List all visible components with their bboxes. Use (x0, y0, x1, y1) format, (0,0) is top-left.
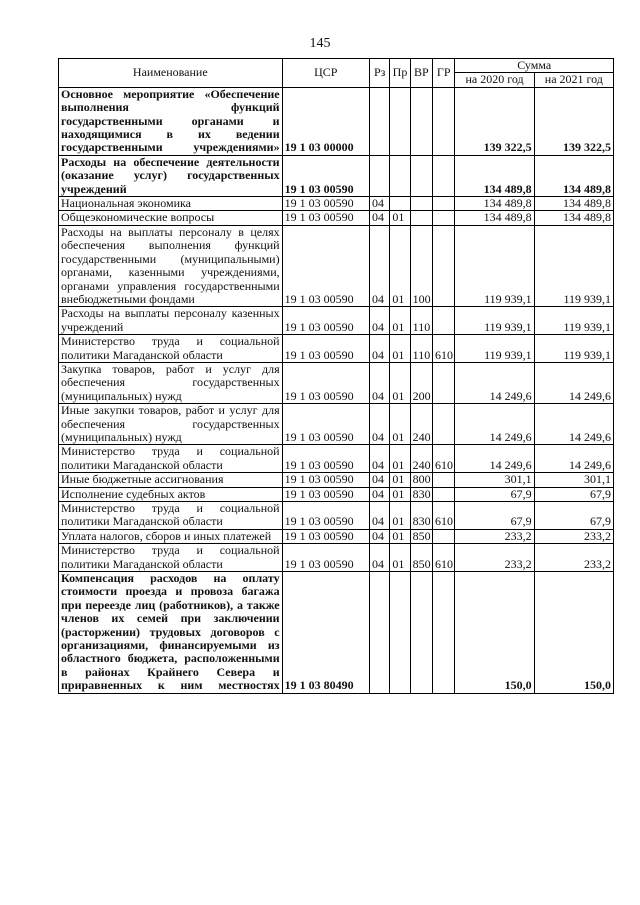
row-name: Министерство труда и социальной политики Магаданской области (59, 445, 283, 473)
table-row (59, 473, 614, 487)
row-name: Расходы на выплаты персоналу в целях обеспечения выполнения функций государственными (муниципальными) органами, казенными учреждениями, органами управления государственными внебюджетными фондами (59, 225, 283, 306)
row-sum-2021: 14 249,6 (534, 445, 613, 473)
row-vr: 200 (410, 362, 432, 403)
table-row (59, 225, 614, 306)
row-csr: 19 1 03 00590 (282, 502, 369, 530)
row-rz: 04 (370, 445, 390, 473)
row-name: Компенсация расходов на оплату стоимости проезда и провоза багажа при переезде лиц (работников), а также членов их семей при заключении (расторжении) трудовых договоров с организациями, финансируемыми из областного бюджета, расположенными в районах Крайнего Севера и приравненных к ним местностях (59, 572, 283, 694)
row-pr (390, 572, 410, 694)
row-gr (433, 473, 455, 487)
row-sum-2020: 119 939,1 (455, 307, 534, 335)
header-name: Наименование (59, 59, 283, 88)
row-sum-2021: 134 489,8 (534, 155, 613, 196)
row-rz (370, 572, 390, 694)
row-sum-2020: 134 489,8 (455, 197, 534, 211)
row-pr: 01 (390, 529, 410, 543)
header-vr: ВР (410, 59, 432, 88)
row-sum-2020: 14 249,6 (455, 445, 534, 473)
row-sum-2020: 233,2 (455, 529, 534, 543)
row-name: Расходы на выплаты персоналу казенных учреждений (59, 307, 283, 335)
row-gr (433, 529, 455, 543)
row-pr (390, 155, 410, 196)
row-rz (370, 155, 390, 196)
row-csr: 19 1 03 00590 (282, 335, 369, 363)
row-gr (433, 87, 455, 155)
row-sum-2021: 134 489,8 (534, 211, 613, 225)
row-gr (433, 404, 455, 445)
row-pr: 01 (390, 211, 410, 225)
row-gr: 610 (433, 335, 455, 363)
row-rz: 04 (370, 307, 390, 335)
row-sum-2021: 139 322,5 (534, 87, 613, 155)
row-sum-2021: 233,2 (534, 544, 613, 572)
header-gr: ГР (433, 59, 455, 88)
row-vr: 830 (410, 502, 432, 530)
header-2021: на 2021 год (534, 73, 613, 87)
row-rz: 04 (370, 544, 390, 572)
row-rz: 04 (370, 335, 390, 363)
row-sum-2021: 150,0 (534, 572, 613, 694)
row-vr: 830 (410, 487, 432, 501)
table-body (59, 87, 614, 693)
table-row (59, 335, 614, 363)
row-csr: 19 1 03 00590 (282, 544, 369, 572)
row-csr: 19 1 03 00590 (282, 473, 369, 487)
row-sum-2020: 14 249,6 (455, 404, 534, 445)
row-vr: 110 (410, 307, 432, 335)
row-pr: 01 (390, 502, 410, 530)
row-sum-2020: 233,2 (455, 544, 534, 572)
row-rz: 04 (370, 529, 390, 543)
header-2020: на 2020 год (455, 73, 534, 87)
row-vr (410, 211, 432, 225)
table-row (59, 362, 614, 403)
row-rz (370, 87, 390, 155)
table-row (59, 211, 614, 225)
row-rz: 04 (370, 502, 390, 530)
row-pr: 01 (390, 473, 410, 487)
row-csr: 19 1 03 00590 (282, 445, 369, 473)
page-number: 145 (309, 36, 331, 51)
row-gr (433, 211, 455, 225)
row-name: Иные бюджетные ассигнования (59, 473, 283, 487)
row-name: Исполнение судебных актов (59, 487, 283, 501)
row-csr: 19 1 03 00590 (282, 487, 369, 501)
row-gr: 610 (433, 445, 455, 473)
row-csr: 19 1 03 00590 (282, 155, 369, 196)
row-sum-2021: 119 939,1 (534, 335, 613, 363)
row-name: Министерство труда и социальной политики Магаданской области (59, 335, 283, 363)
row-sum-2020: 67,9 (455, 487, 534, 501)
table-row (59, 502, 614, 530)
table-row (59, 487, 614, 501)
row-vr: 100 (410, 225, 432, 306)
row-vr (410, 197, 432, 211)
row-gr (433, 572, 455, 694)
row-sum-2020: 119 939,1 (455, 335, 534, 363)
table-row (59, 529, 614, 543)
table-row (59, 445, 614, 473)
row-name: Закупка товаров, работ и услуг для обеспечения государственных (муниципальных) нужд (59, 362, 283, 403)
row-pr: 01 (390, 362, 410, 403)
row-rz: 04 (370, 362, 390, 403)
budget-table (58, 58, 614, 694)
row-vr (410, 572, 432, 694)
row-vr: 850 (410, 529, 432, 543)
row-rz: 04 (370, 211, 390, 225)
row-pr: 01 (390, 445, 410, 473)
row-csr: 19 1 03 80490 (282, 572, 369, 694)
row-rz: 04 (370, 473, 390, 487)
row-sum-2021: 119 939,1 (534, 307, 613, 335)
row-csr: 19 1 03 00590 (282, 307, 369, 335)
row-sum-2020: 67,9 (455, 502, 534, 530)
header-rz: Рз (370, 59, 390, 88)
table-row (59, 544, 614, 572)
header-pr: Пр (390, 59, 410, 88)
row-sum-2021: 233,2 (534, 529, 613, 543)
row-pr: 01 (390, 307, 410, 335)
row-sum-2021: 301,1 (534, 473, 613, 487)
header-csr: ЦСР (282, 59, 369, 88)
row-vr: 850 (410, 544, 432, 572)
row-sum-2021: 67,9 (534, 502, 613, 530)
row-sum-2020: 150,0 (455, 572, 534, 694)
row-name: Расходы на обеспечение деятельности (оказание услуг) государственных учреждений (59, 155, 283, 196)
row-gr (433, 362, 455, 403)
row-csr: 19 1 03 00590 (282, 362, 369, 403)
row-name: Национальная экономика (59, 197, 283, 211)
row-name: Общеэкономические вопросы (59, 211, 283, 225)
row-sum-2021: 14 249,6 (534, 404, 613, 445)
row-pr: 01 (390, 487, 410, 501)
row-vr: 110 (410, 335, 432, 363)
row-pr (390, 197, 410, 211)
table-row (59, 155, 614, 196)
row-sum-2020: 139 322,5 (455, 87, 534, 155)
row-vr: 800 (410, 473, 432, 487)
row-pr: 01 (390, 225, 410, 306)
row-rz: 04 (370, 197, 390, 211)
row-csr: 19 1 03 00000 (282, 87, 369, 155)
row-gr (433, 225, 455, 306)
row-csr: 19 1 03 00590 (282, 529, 369, 543)
row-sum-2020: 119 939,1 (455, 225, 534, 306)
row-sum-2021: 134 489,8 (534, 197, 613, 211)
row-rz: 04 (370, 487, 390, 501)
row-csr: 19 1 03 00590 (282, 211, 369, 225)
row-sum-2020: 134 489,8 (455, 155, 534, 196)
row-csr: 19 1 03 00590 (282, 197, 369, 211)
row-vr (410, 87, 432, 155)
row-name: Основное мероприятие «Обеспечение выполнения функций государственными органами и находящимися в их ведении государственными учреждениями» (59, 87, 283, 155)
table-row (59, 307, 614, 335)
row-csr: 19 1 03 00590 (282, 404, 369, 445)
row-vr: 240 (410, 404, 432, 445)
row-name: Министерство труда и социальной политики Магаданской области (59, 502, 283, 530)
row-pr: 01 (390, 335, 410, 363)
row-gr (433, 155, 455, 196)
row-name: Иные закупки товаров, работ и услуг для обеспечения государственных (муниципальных) нужд (59, 404, 283, 445)
row-vr: 240 (410, 445, 432, 473)
row-pr: 01 (390, 404, 410, 445)
header-sum: Сумма (455, 59, 614, 73)
row-sum-2020: 301,1 (455, 473, 534, 487)
row-gr (433, 197, 455, 211)
table-row (59, 572, 614, 694)
row-pr (390, 87, 410, 155)
row-sum-2021: 119 939,1 (534, 225, 613, 306)
row-rz: 04 (370, 404, 390, 445)
header-row (59, 59, 614, 73)
row-csr: 19 1 03 00590 (282, 225, 369, 306)
row-sum-2020: 14 249,6 (455, 362, 534, 403)
row-sum-2021: 14 249,6 (534, 362, 613, 403)
row-sum-2020: 134 489,8 (455, 211, 534, 225)
row-sum-2021: 67,9 (534, 487, 613, 501)
row-pr: 01 (390, 544, 410, 572)
row-name: Министерство труда и социальной политики Магаданской области (59, 544, 283, 572)
table-row (59, 197, 614, 211)
table-row (59, 404, 614, 445)
row-gr: 610 (433, 544, 455, 572)
row-rz: 04 (370, 225, 390, 306)
row-vr (410, 155, 432, 196)
row-gr: 610 (433, 502, 455, 530)
row-gr (433, 487, 455, 501)
table-row (59, 87, 614, 155)
row-name: Уплата налогов, сборов и иных платежей (59, 529, 283, 543)
row-gr (433, 307, 455, 335)
